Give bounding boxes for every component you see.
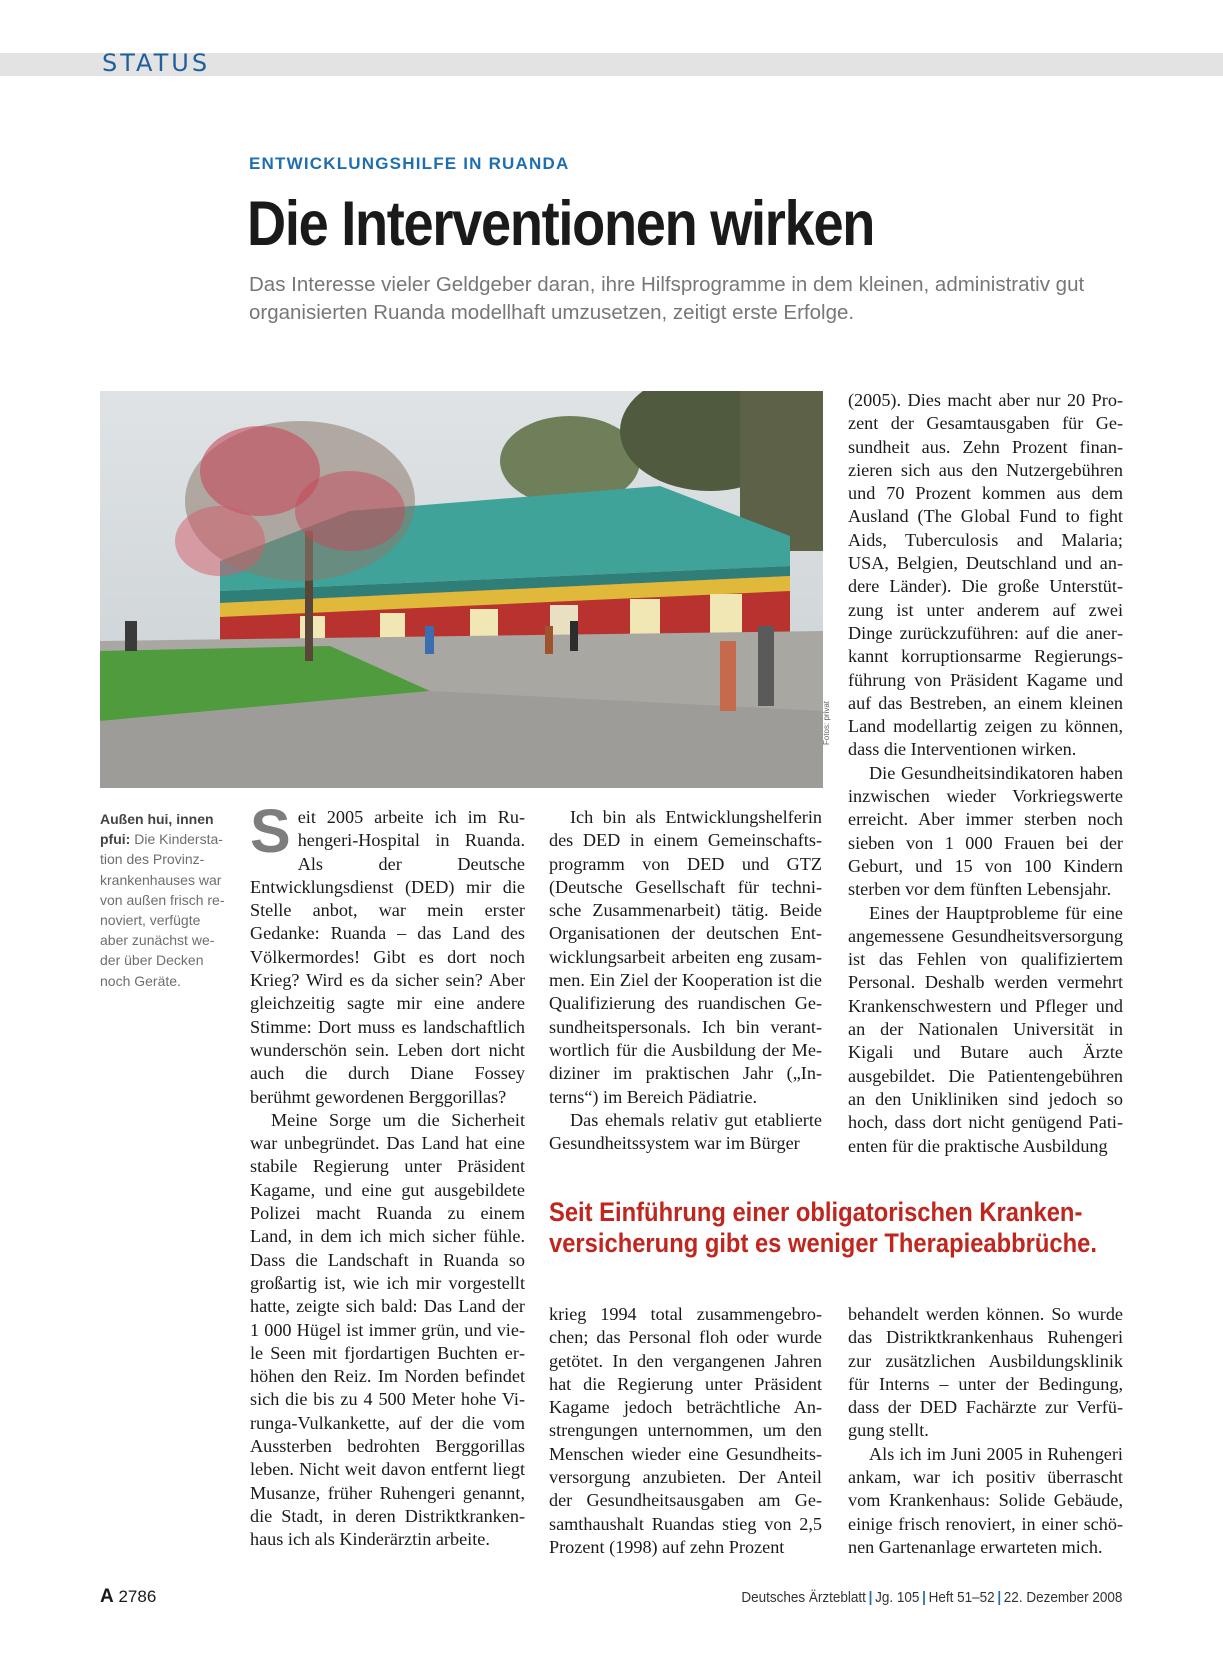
journal-volume: Jg. 105 [874,1589,920,1606]
photo-credit: Fotos: privat [822,700,831,745]
body-column-3-top [848,389,1123,1158]
body-paragraph-3: Ich bin als Entwicklungshelferin des DED in einem Gemeinschaftsprogramm von DED und GTZ (Deutsche Gesellschaft für technische Zusammenarbeit) tätig. Beide Organisationen der deutschen Entwicklungsarbeit arbeiten eng zusammen. Ein Ziel der Kooperation ist die Qualifizierung des ruandischen Gesundheitspersonals. Ich bin verantwortlich für die Ausbildung der Mediziner im praktischen Jahr („Interns“) im Bereich Pädiatrie. [549,807,822,1107]
page-number: A 2786 [100,1586,157,1607]
article-deck: Das Interesse vieler Geldgeber daran, ihre Hilfsprogramme in dem kleinen, administrativ gut organisierten Ruanda modellhaft umzusetzen, zeitigt erste Erfolge. [249,273,1085,324]
photo-caption [100,809,225,991]
pull-quote: Seit Einführung einer obligatorischen Krankenversicherung gibt es weniger Therapieabbrüche. [549,1197,1097,1258]
body-paragraph-2: Meine Sorge um die Sicherheit war unbegründet. Das Land hat eine stabile Regierung unter Präsident Kagame, und eine gut ausgebildete Polizei macht Ruanda zu einem Land, in dem ich mich sicher fühle. Dass die Landschaft in Ruanda so großartig ist, wie ich mir vorgestellt hatte, zeigte sich bald: Das Land der 1 000 Hügel ist immer grün, und viele Seen mit fjordartigen Buchten erhöhen den Reiz. Im Norden befindet sich die bis zu 4 500 Meter hohe Virunga-Vulkankette, auf der die vom Aussterben bedrohten Berggorillas leben. Nicht weit davon entfernt liegt Musanze, früher Ruhengeri genannt, die Stadt, in deren Distriktkrankenhaus ich als Kinderärztin arbeite. [250,1109,525,1550]
body-column-2-bottom [549,1303,822,1559]
body-paragraph-6: Die Gesundheitsindikatoren haben inzwischen wieder Vorkriegswerte erreicht. Aber immer sterben noch sieben von 1 000 Frauen bei der Geburt, und 15 von 100 Kindern sterben vor dem fünften Lebensjahr. [848,762,1123,900]
section-label: STATUS [102,49,211,77]
journal-issue: Heft 51–52 [928,1589,995,1606]
body-paragraph-7: Eines der Hauptprobleme für eine angemessene Gesundheitsversorgung ist das Fehlen von qualifiziertem Personal. Deshalb werden vermehrt Krankenschwestern und Pfleger und an der Nationalen Universität in Kigali und Butare auch Ärzte ausgebildet. Die Patientengebühren an den Unikliniken sind jedoch so hoch, dass dort nicht genügend Patienten für die praktische Ausbildung [848,902,1123,1156]
body-paragraph-7-continued: behandelt werden können. So wurde das Distriktkrankenhaus Ruhengeri zur zusätzlichen Ausbildungsklinik für Interns – unter der Bedingung, dass der DED Fachärzte zur Verfügung stellt. [848,1304,1123,1441]
article-kicker: ENTWICKLUNGSHILFE IN RUANDA [249,154,570,173]
body-paragraph-1: Seit 2005 arbeite ich im Ruhengeri-Hospital in Ruanda. Als der Deutsche Entwicklungsdienst (DED) mir die Stelle anbot, war mein erster Gedanke: Ruanda – das Land des Völkermordes! Gibt es dort noch Krieg? Wird es da sicher sein? Aber gleichzeitig sagte mir eine andere Stimme: Dort muss es landschaftlich wunderschön sein. Leben dort nicht auch die durch Diane Fossey berühmt gewordenen Berggorillas? [250,797,525,1107]
hospital-photo [100,391,823,788]
caption-text: Die Kinderstation des Provinzkrankenhauses war von außen frisch renoviert, verfügte aber zunächst weder über Decken noch Geräte. [100,831,225,989]
journal-footer: Deutsches Ärzteblatt | Jg. 105 | Heft 51–52 | 22. Dezember 2008 [740,1589,1122,1606]
article-headline: Die Interventionen wirken [247,189,875,259]
body-column-2-top [549,806,822,1155]
journal-name: Deutsches Ärzteblatt [740,1589,866,1606]
body-paragraph-4-continued: krieg 1994 total zusammengebrochen; das Personal floh oder wurde getötet. In den vergangenen Jahren hat die Regierung unter Präsident Kagame jedoch beträchtliche Anstrengungen unternommen, um den Menschen wieder eine Gesundheitsversorgung anzubieten. Der Anteil der Gesundheitsausgaben am Gesamthaushalt Ruandas stieg von 2,5 Prozent (1998) auf zehn Prozent [549,1304,822,1557]
body-paragraph-8: Als ich im Juni 2005 in Ruhengeri ankam, war ich positiv überrascht vom Krankenhaus: Solide Gebäude, einige frisch renoviert, in einer schönen Gartenanlage erwarteten mich. [848,1443,1123,1557]
journal-date: 22. Dezember 2008 [1003,1589,1122,1606]
drop-cap: S [250,797,291,865]
body-column-1 [250,797,525,1552]
body-paragraph-5: (2005). Dies macht aber nur 20 Prozent der Gesamtausgaben für Gesundheit aus. Zehn Prozent finanzieren sich aus den Nutzergebühren und 70 Prozent kommen aus dem Ausland (The Global Fund to fight Aids, Tuberculosis and Malaria; USA, Belgien, Deutschland und andere Länder). Die große Unterstützung ist unter anderem auf zwei Dinge zurückzuführen: auf die anerkannt korruptionsarme Regierungsführung von Präsident Kagame und auf das Bestreben, an einem kleinen Land modellartig zeigen zu können, dass die Interventionen wirken. [848,390,1123,760]
body-column-3-bottom [848,1303,1123,1559]
caption-lead: Außen hui, innen pfui: [100,811,214,848]
body-paragraph-4: Das ehemals relativ gut etablierte Gesundheitssystem war im Bürger [549,1109,822,1154]
